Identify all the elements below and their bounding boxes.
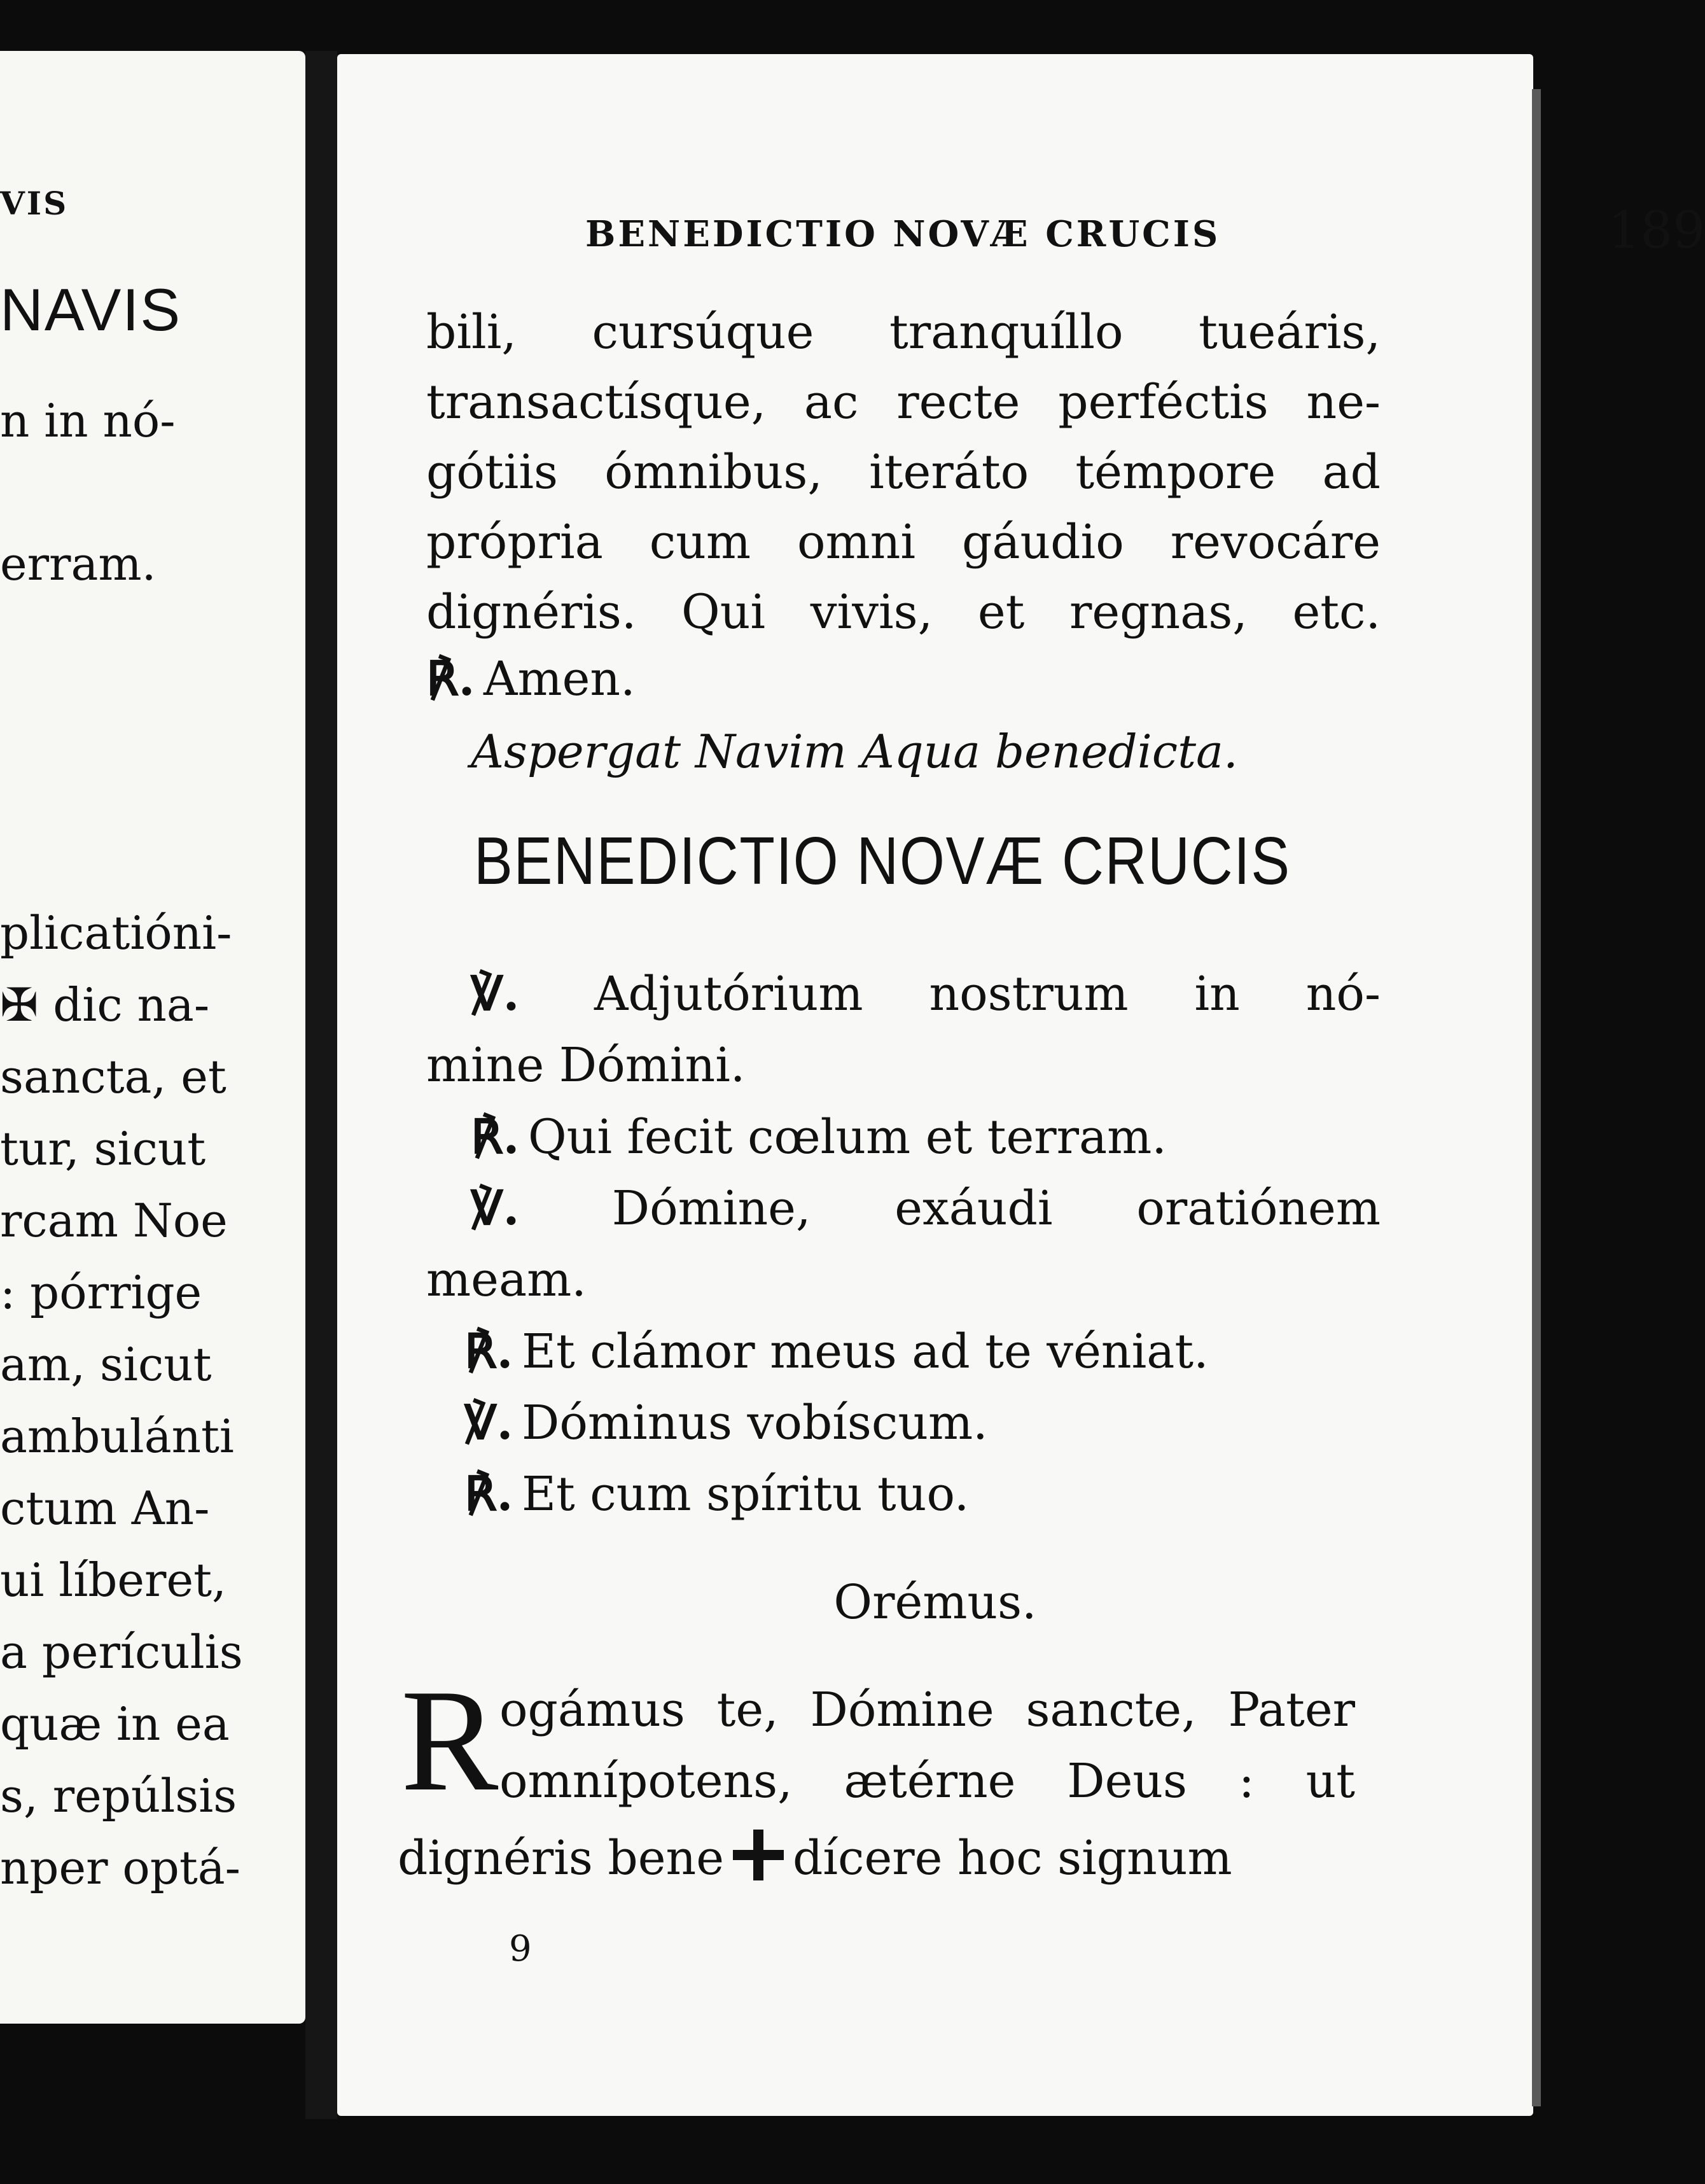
left-line-3: plicatióni- — [0, 906, 232, 960]
response-symbol: ℟. — [426, 652, 475, 706]
page-number: 189 — [1608, 200, 1705, 260]
book-gutter — [305, 51, 337, 2119]
versicle-text: Adjutórium nostrum in nó- — [594, 967, 1381, 1021]
body-line-2: transactísque, ac recte perféctis ne- — [426, 375, 1381, 430]
body-line-1: bili, cursúque tranquíllo tueáris, — [426, 305, 1381, 360]
left-line-15: s, repúlsis — [0, 1769, 237, 1823]
body-line-4: própria cum omni gáudio revocáre — [426, 515, 1381, 570]
left-line-4: ✠ dic na- — [0, 978, 210, 1032]
versicle-symbol: ℣. — [471, 967, 520, 1021]
right-page — [337, 54, 1705, 2116]
left-line-7: rcam Noe — [0, 1194, 228, 1247]
response-amen — [426, 652, 1381, 706]
response-text: Et cum spíritu tuo. — [522, 1467, 970, 1522]
response-2 — [464, 1324, 1419, 1379]
left-line-10: ambulánti — [0, 1410, 234, 1463]
prayer-line-3 — [398, 1830, 1355, 1886]
response-symbol: ℟. — [471, 1110, 520, 1165]
versicle-text: Dómine, exáudi oratiónem — [611, 1181, 1381, 1236]
response-text: Et clámor meus ad te véniat. — [522, 1324, 1209, 1379]
page-edge — [1532, 89, 1541, 2106]
left-line-1: n in nó- — [0, 394, 176, 447]
left-line-14: quæ in ea — [0, 1697, 230, 1751]
prayer-line-3-end: dícere hoc signum — [793, 1831, 1232, 1886]
prayer-line-3-start: dignéris bene — [398, 1831, 725, 1886]
response-symbol: ℟. — [464, 1467, 513, 1522]
versicle-2 — [471, 1181, 1381, 1236]
running-title: BENEDICTIO NOVÆ CRUCIS — [585, 213, 1221, 255]
left-section-title: NAVIS — [0, 276, 182, 343]
prayer-line-2: omnípotens, ætérne Deus : ut — [499, 1754, 1355, 1809]
left-line-6: tur, sicut — [0, 1122, 206, 1175]
left-page — [0, 51, 305, 2024]
cross-icon — [733, 1830, 784, 1880]
body-line-3: gótiis ómnibus, iteráto témpore ad — [426, 445, 1381, 500]
left-line-12: ui líberet, — [0, 1553, 226, 1607]
body-line-5: dignéris. Qui vivis, et regnas, etc. — [426, 585, 1381, 640]
versicle-3 — [464, 1396, 1419, 1450]
drop-cap: R — [401, 1659, 499, 1821]
versicle-2-continuation: meam. — [426, 1252, 587, 1307]
left-line-8: : pórrige — [0, 1266, 202, 1319]
left-line-2: erram. — [0, 537, 157, 591]
versicle-symbol: ℣. — [464, 1396, 513, 1450]
section-title: BENEDICTIO NOVÆ CRUCIS — [474, 823, 1291, 899]
left-line-13: a perículis — [0, 1625, 243, 1679]
versicle-text: Dóminus vobíscum. — [522, 1396, 988, 1450]
versicle-symbol: ℣. — [471, 1181, 520, 1236]
signature-mark: 9 — [509, 1928, 532, 1970]
response-3 — [464, 1467, 1419, 1522]
versicle-1 — [471, 967, 1381, 1021]
left-line-5: sancta, et — [0, 1050, 226, 1103]
left-line-11: ctum An- — [0, 1481, 210, 1535]
left-line-9: am, sicut — [0, 1338, 212, 1391]
left-running-header: VIS — [0, 185, 69, 222]
response-1 — [471, 1110, 1425, 1165]
versicle-1-continuation: mine Dómini. — [426, 1038, 746, 1093]
response-text: Amen. — [484, 652, 636, 706]
left-line-16: nper optá- — [0, 1841, 240, 1894]
response-symbol: ℟. — [464, 1324, 513, 1379]
oremus-heading: Orémus. — [833, 1575, 1037, 1630]
rubric: Aspergat Navim Aqua benedicta. — [471, 725, 1238, 778]
prayer-line-1: ogámus te, Dómine sancte, Pater — [499, 1683, 1355, 1737]
response-text: Qui fecit cœlum et terram. — [528, 1110, 1167, 1165]
